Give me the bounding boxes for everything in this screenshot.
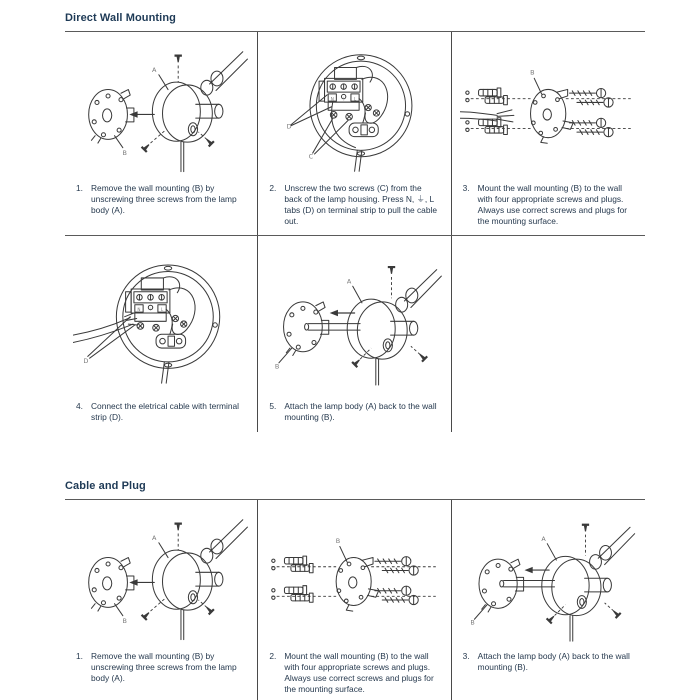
step-caption	[460, 651, 636, 673]
step-text: Mount the wall mounting (B) to the wall with four appropriate screws and plugs. Always use correct screws and plugs for the mounting surface.	[477, 183, 628, 227]
svg-text:B: B	[529, 68, 535, 77]
step-text: Attach the lamp body (A) back to the wall mounting (B).	[284, 401, 437, 423]
step-text: Mount the wall mounting (B) to the wall with four appropriate screws and plugs. Always use correct screws and plugs for the mounting surface.	[284, 650, 434, 694]
svg-text:A: A	[152, 66, 157, 75]
step-number: 4.	[76, 401, 83, 412]
step-caption	[266, 651, 441, 695]
step-number: 3.	[462, 183, 470, 193]
svg-text:A: A	[541, 534, 546, 543]
figure-remove-wall-mounting	[73, 42, 248, 174]
step-number: 3.	[462, 650, 470, 661]
svg-text:L: L	[160, 307, 164, 313]
svg-text:A: A	[152, 533, 157, 542]
step-number: 5.	[269, 401, 277, 412]
step-row-3	[65, 500, 645, 700]
step-panel-cp-1	[65, 500, 258, 700]
step-text: Attach the lamp body (A) back to the wall mounting (B).	[477, 650, 630, 672]
figure-lamp-housing-back	[266, 42, 441, 174]
step-caption	[73, 651, 248, 684]
empty-panel	[452, 236, 645, 431]
step-caption	[73, 183, 248, 216]
step-row-1	[65, 32, 645, 236]
svg-text:A: A	[347, 277, 352, 286]
svg-text:⏚: ⏚	[148, 307, 153, 313]
step-text: Remove the wall mounting (B) by unscrewing three screws from the lamp body (A).	[91, 650, 237, 683]
svg-text:D: D	[83, 357, 89, 366]
step-panel-4	[65, 236, 258, 431]
step-caption	[460, 183, 636, 227]
step-number: 2.	[269, 650, 277, 661]
svg-text:N: N	[137, 307, 141, 313]
svg-text:C: C	[308, 152, 314, 161]
svg-text:N: N	[331, 96, 335, 102]
svg-text:⏚: ⏚	[341, 95, 347, 101]
step-number: 1.	[76, 183, 83, 193]
section-direct-wall-mounting	[65, 8, 645, 432]
step-panel-3	[452, 32, 645, 235]
step-number: 2.	[269, 183, 277, 193]
figure-wall-plugs-screws-cable	[460, 42, 636, 174]
svg-text:B: B	[122, 149, 127, 158]
step-panel-5	[258, 236, 451, 431]
figure-remove-wall-mounting	[73, 510, 248, 642]
figure-connect-cable-terminal	[73, 246, 248, 392]
svg-text:B: B	[336, 536, 341, 545]
step-panel-1	[65, 32, 258, 235]
step-caption	[266, 401, 441, 423]
step-caption	[266, 183, 441, 227]
svg-text:B: B	[275, 362, 280, 371]
svg-text:B: B	[122, 616, 127, 625]
svg-text:D: D	[286, 122, 292, 131]
section-title-direct-wall-mounting: Direct Wall Mounting	[65, 8, 645, 32]
figure-wall-plugs-screws	[266, 510, 441, 642]
step-panel-2	[258, 32, 451, 235]
step-number: 1.	[76, 650, 83, 661]
step-caption	[73, 401, 248, 423]
step-text: Remove the wall mounting (B) by unscrewing three screws from the lamp body (A).	[91, 183, 237, 216]
step-row-2	[65, 236, 645, 431]
figure-attach-lamp-body	[460, 510, 636, 642]
svg-text:L: L	[354, 96, 357, 102]
step-panel-cp-3	[452, 500, 645, 700]
step-text: Connect the eletrical cable with terminal strip (D).	[91, 401, 240, 423]
step-text: Unscrew the two screws (C) from the back of the lamp housing. Press N, ⏚, L tabs (D) on terminal strip to pull the cable out.	[284, 183, 438, 227]
step-panel-cp-2	[258, 500, 451, 700]
figure-attach-lamp-body	[266, 246, 441, 392]
section-cable-and-plug	[65, 476, 645, 700]
svg-text:B: B	[470, 618, 475, 627]
section-title-cable-and-plug: Cable and Plug	[65, 476, 645, 500]
